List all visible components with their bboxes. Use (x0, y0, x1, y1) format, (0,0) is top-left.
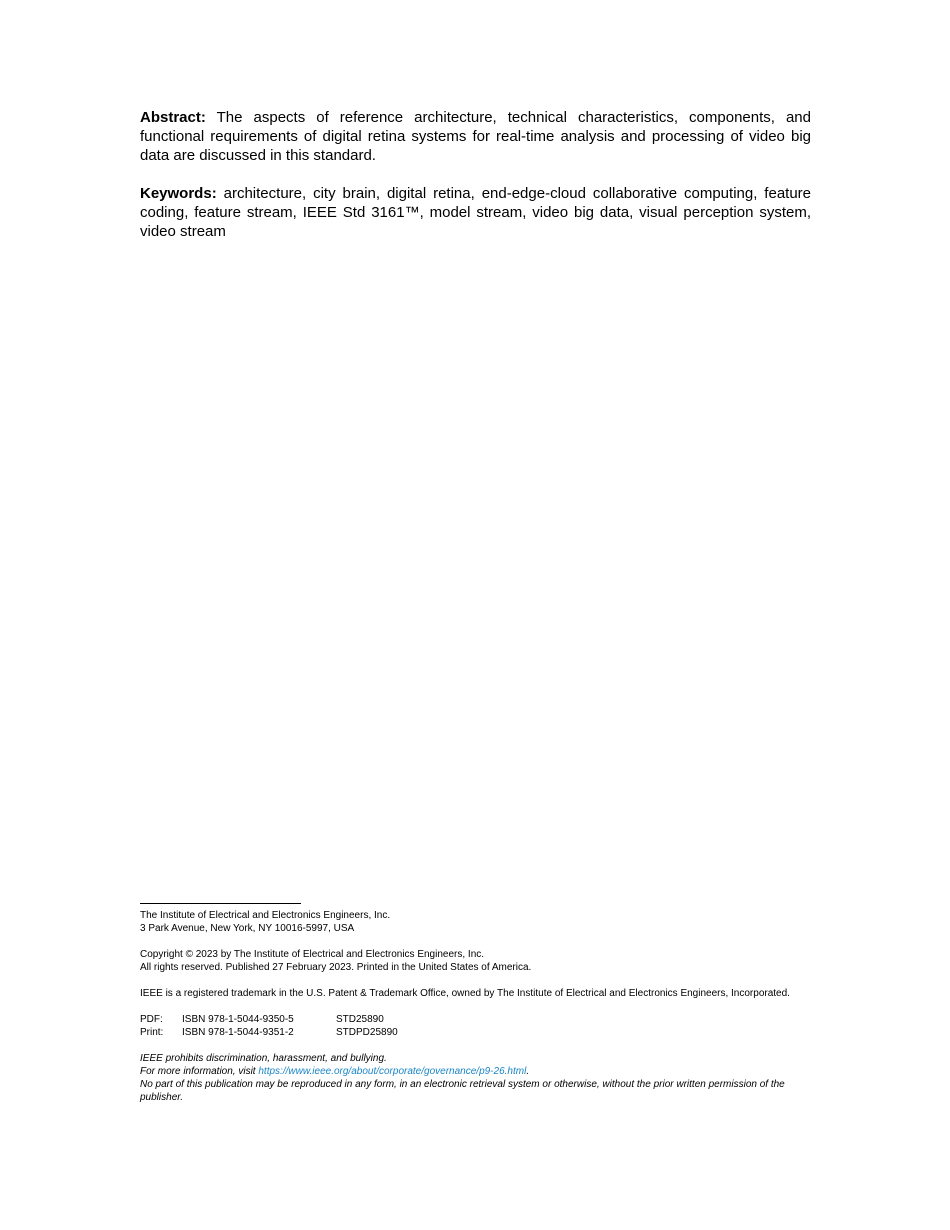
publisher-address: 3 Park Avenue, New York, NY 10016-5997, USA (140, 923, 355, 934)
more-info-prefix: For more information, visit (140, 1066, 259, 1077)
abstract-paragraph (140, 108, 811, 165)
abstract-text: The aspects of reference architecture, technical characteristics, components, and functional requirements of digital retina systems for real-time analysis and processing of video big data are discussed in this standard. (140, 109, 811, 164)
isbn-code: STDPD25890 (336, 1027, 398, 1038)
more-info-line (140, 1065, 811, 1078)
isbn-number: ISBN 978-1-5044-9351-2 (182, 1027, 294, 1038)
trademark-notice: IEEE is a registered trademark in the U.S. Patent & Trademark Office, owned by The Institute of Electrical and Electronics Engineers, Incorporated. (140, 988, 790, 999)
more-info-suffix: . (526, 1066, 530, 1077)
copyright-line: Copyright © 2023 by The Institute of Electrical and Electronics Engineers, Inc. (140, 949, 485, 960)
isbn-type: PDF: (140, 1014, 163, 1025)
abstract-label: Abstract: (140, 109, 206, 126)
isbn-row-pdf (140, 1013, 811, 1026)
keywords-paragraph (140, 184, 811, 241)
legal-notice (140, 1052, 811, 1104)
reproduction-notice: No part of this publication may be reproduced in any form, in an electronic retrieval system or otherwise, without the prior written permission of the publisher. (140, 1079, 785, 1103)
isbn-row-print (140, 1026, 811, 1039)
rights-line: All rights reserved. Published 27 February 2023. Printed in the United States of America. (140, 962, 532, 973)
keywords-label: Keywords: (140, 185, 217, 202)
abstract-section (140, 108, 811, 241)
isbn-code: STD25890 (336, 1014, 384, 1025)
keywords-text: architecture, city brain, digital retina, end-edge-cloud collaborative computing, feature coding, feature stream, IEEE Std 3161™, model stream, video big data, visual perception system, video stream (140, 185, 812, 240)
footer-divider (140, 903, 301, 904)
discrimination-notice: IEEE prohibits discrimination, harassment, and bullying. (140, 1053, 387, 1064)
publisher-name: The Institute of Electrical and Electronics Engineers, Inc. (140, 910, 391, 921)
governance-link[interactable]: https://www.ieee.org/about/corporate/governance/p9-26.html (258, 1066, 527, 1077)
isbn-type: Print: (140, 1027, 164, 1038)
publication-footer (140, 903, 811, 1104)
isbn-table (140, 1013, 811, 1039)
isbn-number: ISBN 978-1-5044-9350-5 (182, 1014, 294, 1025)
